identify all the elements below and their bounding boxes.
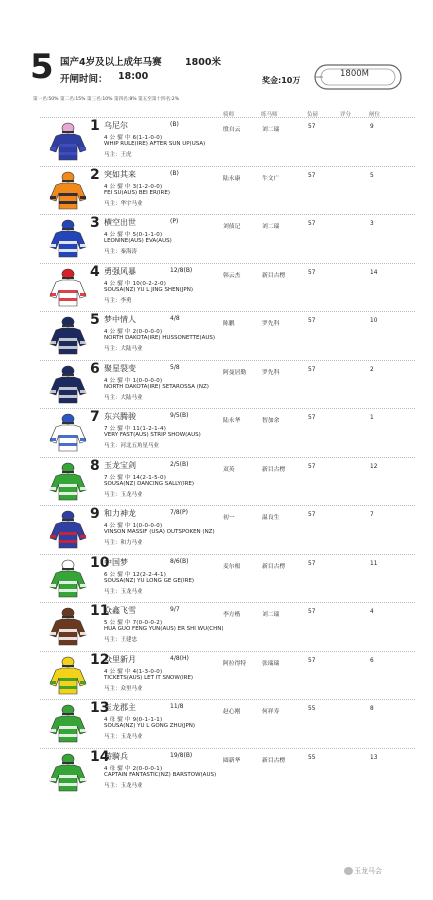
jockey-cell: 陆永华	[223, 418, 241, 424]
horse-rating-note: 9/7	[170, 606, 180, 613]
weight-cell: 57	[308, 560, 316, 567]
weight-cell: 57	[308, 463, 316, 470]
horse-pedigree: NORTH DAKOTA(IRE) HUSSONETTE(AUS)	[104, 335, 216, 341]
trainer-cell: 何祥寿	[262, 709, 280, 715]
weight-cell: 55	[308, 706, 316, 712]
horse-owner: 马主：众里马业	[104, 685, 143, 692]
horse-name: 勇强风暴	[104, 266, 136, 276]
gate-cell: 6	[370, 657, 374, 664]
horse-info: 4 母 骝 中 9(0-1-1-1)	[104, 717, 163, 723]
jockey-cell: 圆新华	[223, 757, 241, 764]
column-jockey: 骑师	[223, 112, 235, 118]
trainer-cell: 牛文广	[262, 175, 280, 182]
horse-info: 4 公 骝 中 2(0-0-0-0)	[104, 329, 163, 335]
column-weight: 负磅	[307, 112, 319, 118]
horse-rating-note: 4/8(H)	[170, 654, 189, 662]
silks-icon	[48, 462, 88, 502]
horse-info: 6 公 骝 中 12(2-2-4-1)	[104, 571, 167, 578]
saddle-number: 10	[90, 554, 110, 571]
horse-rating-note: (P)	[170, 218, 179, 225]
payout-note: 第一名:50% 第二名:15% 第三名:10% 第四名:8% 第五至第十四名:2%	[33, 97, 180, 102]
horse-owner: 马主：玉龙马业	[104, 782, 143, 789]
weight-cell: 57	[308, 221, 316, 227]
saddle-number: 5	[90, 312, 100, 328]
race-time-label: 开闸时间：	[60, 74, 108, 85]
silks-icon	[48, 171, 88, 211]
weight-cell: 57	[308, 318, 316, 324]
horse-name: 和力神龙	[104, 509, 136, 518]
gate-cell: 7	[370, 512, 374, 518]
silks-icon	[48, 365, 88, 405]
gate-cell: 1	[370, 415, 374, 421]
runner-row	[40, 166, 415, 213]
saddle-number: 2	[90, 166, 100, 183]
jockey-cell: 初一	[223, 515, 235, 521]
jockey-cell: 李方楷	[223, 612, 241, 618]
horse-name: 横空出世	[104, 218, 136, 227]
silks-icon	[48, 219, 88, 259]
horse-pedigree: TICKETS(AUS) LET IT SNOW(IRE)	[104, 674, 194, 681]
gate-cell: 10	[370, 318, 378, 324]
weight-cell: 57	[308, 657, 316, 664]
saddle-number: 1	[90, 118, 100, 134]
trainer-cell: 罗先科	[262, 321, 280, 327]
horse-name: 乌尼尔	[104, 121, 128, 130]
horse-pedigree: VINSON MASSIF (USA) OUTSPOKEN (NZ)	[104, 529, 215, 535]
saddle-number: 8	[90, 457, 100, 474]
silks-icon	[48, 607, 88, 647]
jockey-cell: 陈鹏	[223, 321, 235, 327]
horse-owner: 马主：秦海涛	[104, 249, 138, 255]
runner-row	[40, 508, 415, 552]
trainer-cell: 刘二瑞	[262, 224, 280, 230]
saddle-number: 11	[90, 603, 110, 619]
saddle-number: 13	[90, 700, 110, 716]
runner-row	[40, 314, 415, 358]
horse-pedigree: SOUSA(NZ) YU L GONG ZHU(JPN)	[104, 723, 196, 729]
track-distance-label: 1800M	[340, 69, 369, 79]
gate-cell: 5	[370, 172, 374, 179]
runner-row	[40, 457, 415, 504]
horse-name: 玉龙宝剑	[104, 460, 136, 470]
weight-cell: 57	[308, 366, 316, 373]
horse-owner: 马主：大陆马业	[104, 346, 143, 352]
silks-icon	[48, 316, 88, 356]
horse-name: 东兴腾骏	[104, 412, 136, 421]
horse-info: 5 公 骝 中 7(0-0-0-2)	[104, 620, 163, 626]
horse-info: 4 公 骝 中 1(0-0-0-0)	[104, 377, 163, 384]
trainer-cell: 新目古楞	[262, 466, 286, 473]
horse-rating-note: 5/8	[170, 363, 180, 371]
gate-cell: 4	[370, 609, 374, 615]
jockey-cell: 阿曼居勤	[223, 369, 247, 376]
gate-cell: 8	[370, 706, 374, 712]
horse-rating-note: (B)	[170, 121, 179, 128]
weight-cell: 57	[308, 512, 316, 518]
saddle-number: 4	[90, 263, 100, 280]
gate-cell: 9	[370, 124, 374, 130]
runner-row	[40, 605, 415, 649]
race-prize: 奖金:10万	[262, 76, 301, 85]
horse-pedigree: VERY FAST(AUS) STRIP SHOW(AUS)	[104, 432, 201, 438]
jockey-cell: 刘侦记	[223, 224, 241, 230]
weight-cell: 57	[308, 269, 316, 276]
horse-pedigree: LEONINE(AUS) EVA(AUS)	[104, 238, 172, 244]
horse-info: 4 公 骝 中 1(0-0-0-0)	[104, 523, 163, 529]
horse-owner: 马主：玉龙马业	[104, 588, 143, 595]
horse-owner: 马主：玉龙马业	[104, 491, 143, 498]
column-rating: 评分	[340, 112, 352, 118]
jockey-cell: 赵心刚	[223, 709, 241, 715]
horse-name: 众里新月	[104, 654, 136, 664]
horse-rating-note: 11/8	[170, 703, 184, 710]
saddle-number: 12	[90, 651, 110, 668]
trainer-cell: 新目古楞	[262, 563, 286, 570]
horse-info: 4 母 骝 中 2(0-0-0-1)	[104, 765, 163, 772]
saddle-number: 14	[90, 748, 110, 765]
saddle-number: 3	[90, 215, 100, 231]
silks-icon	[48, 122, 88, 162]
jockey-cell: 麦尔根	[223, 563, 241, 570]
runner-row	[40, 702, 415, 746]
saddle-number: 7	[90, 409, 100, 425]
trainer-cell: 刘二瑞	[262, 612, 280, 618]
jockey-cell: 双英	[223, 466, 235, 473]
silks-icon	[48, 559, 88, 599]
horse-owner: 马主：大陆马业	[104, 394, 143, 401]
horse-pedigree: HUA GUO FENG YUN(AUS) ER SHI WU(CHN)	[104, 626, 224, 632]
horse-rating-note: 8/6(B)	[170, 557, 189, 565]
horse-name: 游騎兵	[104, 751, 128, 761]
jockey-cell: 陆永康	[223, 175, 241, 182]
gate-cell: 13	[370, 754, 378, 761]
silks-icon	[48, 510, 88, 550]
horse-pedigree: NORTH DAKOTA(IRE) SETAROSSA (NZ)	[104, 383, 209, 390]
gate-cell: 3	[370, 221, 374, 227]
horse-rating-note: 7/8(P)	[170, 509, 188, 516]
horse-owner: 马主：王虎	[104, 152, 132, 158]
horse-info: 7 公 骝 中 14(2-1-5-0)	[104, 474, 167, 481]
trainer-cell: 新目古楞	[262, 757, 286, 764]
runner-row	[40, 120, 415, 164]
gate-cell: 14	[370, 269, 378, 276]
runner-row	[40, 263, 415, 310]
horse-info: 7 公 骝 中 11(1-2-1-4)	[104, 426, 167, 432]
horse-info: 4 公 骝 中 5(0-1-1-0)	[104, 232, 163, 238]
runner-row	[40, 651, 415, 698]
gate-cell: 12	[370, 463, 378, 470]
trainer-cell: 新目古楞	[262, 272, 286, 279]
gate-cell: 2	[370, 366, 374, 373]
horse-info: 4 公 骝 中 3(1-2-0-0)	[104, 183, 163, 190]
race-title: 国产4岁及以上成年马赛	[60, 57, 162, 68]
silks-icon	[48, 268, 88, 308]
weight-cell: 57	[308, 124, 316, 130]
jockey-cell: 殷自云	[223, 127, 241, 133]
horse-owner: 马主：李勇	[104, 297, 132, 304]
runner-row	[40, 554, 415, 601]
horse-rating-note: 12/8(B)	[170, 266, 193, 274]
race-number: 5	[30, 47, 54, 87]
runner-row	[40, 748, 415, 795]
horse-owner: 马主：河北五角星马业	[104, 443, 160, 449]
wechat-icon	[344, 867, 353, 875]
column-gate: 闸位	[369, 112, 381, 118]
weight-cell: 55	[308, 754, 316, 761]
horse-owner: 马主：玉龙马业	[104, 734, 143, 740]
horse-pedigree: SOUSA(NZ) YU L JING SHEN(JPN)	[104, 286, 193, 293]
horse-name: 众鑫飞雪	[104, 606, 136, 615]
horse-name: 中国梦	[104, 557, 128, 567]
horse-pedigree: FEI SU(AUS) BEI ER(IRE)	[104, 189, 170, 196]
weight-cell: 57	[308, 609, 316, 615]
horse-info: 4 公 骝 中 6(1-1-0-0)	[104, 135, 163, 141]
trainer-cell: 张瑞瑞	[262, 660, 280, 667]
horse-rating-note: 9/5(B)	[170, 412, 189, 419]
horse-rating-note: 4/8	[170, 315, 180, 322]
horse-owner: 马主：王建忠	[104, 637, 138, 643]
silks-icon	[48, 753, 88, 793]
horse-info: 4 公 骝 中 10(0-2-2-0)	[104, 280, 167, 287]
horse-name: 玉龙郡主	[104, 703, 136, 712]
trainer-cell: 智加余	[262, 418, 280, 424]
horse-pedigree: WHIP RULE(IRE) AFTER SUN UP(USA)	[104, 141, 206, 147]
horse-name: 聚星裂变	[104, 363, 136, 373]
weight-cell: 57	[308, 172, 316, 179]
horse-name: 梦中情人	[104, 315, 136, 324]
race-distance: 1800米	[185, 57, 221, 68]
horse-owner: 马主：和力马业	[104, 540, 143, 546]
saddle-number: 9	[90, 506, 100, 522]
watermark: 玉龙马会	[354, 867, 382, 875]
runner-row	[40, 360, 415, 407]
jockey-cell: 韩云杰	[223, 272, 241, 279]
horse-rating-note: 19/8(B)	[170, 751, 193, 759]
horse-rating-note: 2/5(B)	[170, 460, 189, 468]
jockey-cell: 阿拉得特	[223, 660, 247, 667]
weight-cell: 57	[308, 415, 316, 421]
horse-rating-note: (B)	[170, 169, 179, 177]
race-time: 18:00	[118, 71, 149, 82]
horse-pedigree: SOUSA(NZ) YU LONG GE GE(IRE)	[104, 577, 195, 584]
horse-info: 4 公 骝 中 4(1-3-0-0)	[104, 668, 163, 675]
horse-name: 突如其来	[104, 169, 136, 179]
horse-pedigree: CAPTAIN FANTASTIC(NZ) BARSTOW(AUS)	[104, 771, 217, 778]
runner-row	[40, 217, 415, 261]
saddle-number: 6	[90, 360, 100, 377]
horse-pedigree: SOUSA(NZ) DANCING SALLY(IRE)	[104, 480, 195, 487]
silks-icon	[48, 704, 88, 744]
trainer-cell: 罗先科	[262, 369, 280, 376]
trainer-cell: 温良生	[262, 515, 280, 521]
horse-owner: 马主：华宇马业	[104, 200, 143, 207]
trainer-cell: 刘二瑞	[262, 127, 280, 133]
silks-icon	[48, 656, 88, 696]
runner-row	[40, 411, 415, 455]
column-trainer: 练马师	[261, 112, 278, 118]
silks-icon	[48, 413, 88, 453]
gate-cell: 11	[370, 560, 378, 567]
